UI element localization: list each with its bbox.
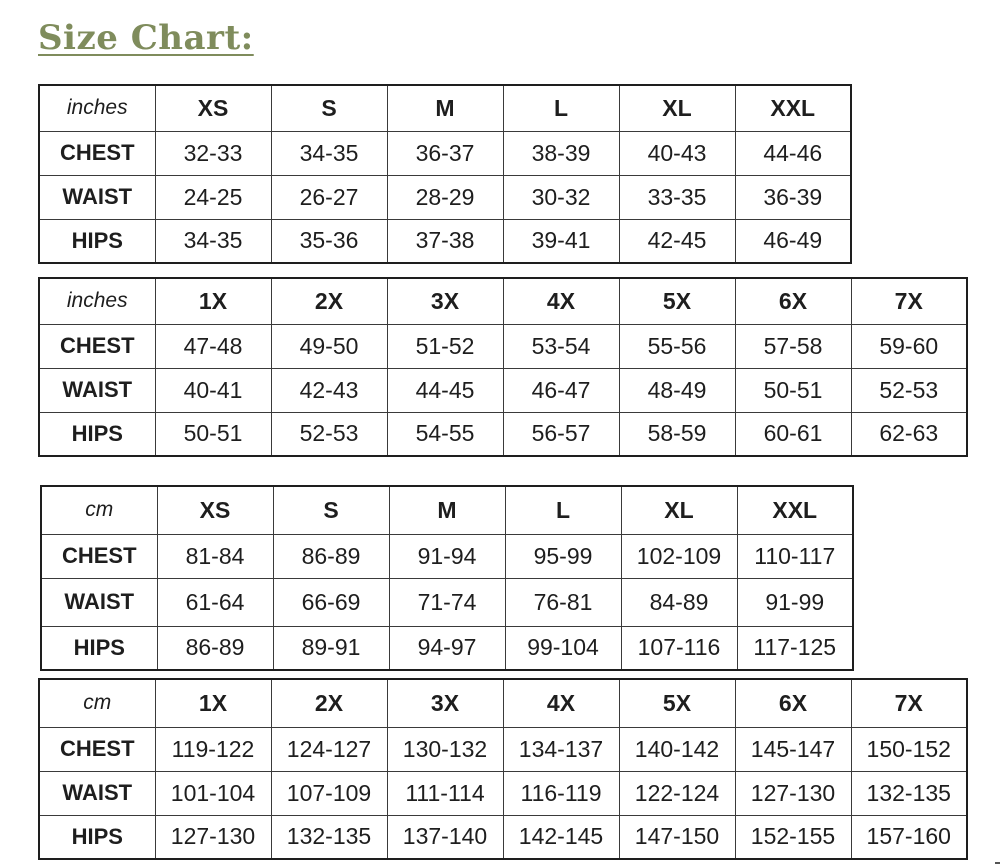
measurement-label: HIPS: [39, 219, 155, 263]
table-row: [41, 578, 853, 626]
size-value: 37-38: [387, 219, 503, 263]
size-value: 40-41: [155, 368, 271, 412]
size-header: L: [503, 85, 619, 131]
size-value: 26-27: [271, 175, 387, 219]
size-header: XL: [621, 486, 737, 534]
size-value: 66-69: [273, 578, 389, 626]
size-value: 95-99: [505, 534, 621, 578]
size-value: 49-50: [271, 324, 387, 368]
size-value: 36-37: [387, 131, 503, 175]
size-value: 48-49: [619, 368, 735, 412]
size-value: 150-152: [851, 727, 967, 771]
size-value: 46-49: [735, 219, 851, 263]
size-value: 122-124: [619, 771, 735, 815]
unit-label: inches: [39, 85, 155, 131]
size-value: 24-25: [155, 175, 271, 219]
size-value: 142-145: [503, 815, 619, 859]
size-value: 147-150: [619, 815, 735, 859]
size-value: 81-84: [157, 534, 273, 578]
size-header: 5X: [619, 679, 735, 727]
size-header: 4X: [503, 278, 619, 324]
table-row: [39, 815, 967, 859]
size-header: 6X: [735, 278, 851, 324]
measurement-label: HIPS: [41, 626, 157, 670]
size-header: XS: [157, 486, 273, 534]
table-row: [39, 324, 967, 368]
size-header: 3X: [387, 278, 503, 324]
size-value: 34-35: [271, 131, 387, 175]
size-header: 3X: [387, 679, 503, 727]
size-value: 140-142: [619, 727, 735, 771]
size-value: 116-119: [503, 771, 619, 815]
size-value: 36-39: [735, 175, 851, 219]
table-row: [39, 727, 967, 771]
size-header: 6X: [735, 679, 851, 727]
size-header: 2X: [271, 679, 387, 727]
size-header: 1X: [155, 679, 271, 727]
measurement-label: WAIST: [39, 368, 155, 412]
size-header: M: [387, 85, 503, 131]
size-value: 91-99: [737, 578, 853, 626]
size-value: 132-135: [271, 815, 387, 859]
table-row: [41, 626, 853, 670]
size-value: 107-116: [621, 626, 737, 670]
size-value: 38-39: [503, 131, 619, 175]
measurement-label: WAIST: [39, 175, 155, 219]
size-table-inches-standard: [38, 84, 852, 264]
size-header: XS: [155, 85, 271, 131]
size-value: 50-51: [735, 368, 851, 412]
size-value: 86-89: [157, 626, 273, 670]
size-header: XL: [619, 85, 735, 131]
measurement-label: HIPS: [39, 412, 155, 456]
table-row: [39, 412, 967, 456]
size-value: 46-47: [503, 368, 619, 412]
size-header: 7X: [851, 278, 967, 324]
size-value: 99-104: [505, 626, 621, 670]
size-value: 60-61: [735, 412, 851, 456]
table-row: [39, 131, 851, 175]
size-value: 137-140: [387, 815, 503, 859]
measurement-label: CHEST: [39, 324, 155, 368]
size-header: 4X: [503, 679, 619, 727]
size-value: 101-104: [155, 771, 271, 815]
size-value: 76-81: [505, 578, 621, 626]
size-value: 47-48: [155, 324, 271, 368]
size-value: 107-109: [271, 771, 387, 815]
table-header-row: [39, 278, 967, 324]
size-value: 55-56: [619, 324, 735, 368]
size-value: 53-54: [503, 324, 619, 368]
size-value: 59-60: [851, 324, 967, 368]
size-table-cm-plus: [38, 678, 968, 860]
size-header: L: [505, 486, 621, 534]
size-value: 42-45: [619, 219, 735, 263]
size-value: 157-160: [851, 815, 967, 859]
size-value: 44-45: [387, 368, 503, 412]
edge-mark: [995, 862, 1000, 864]
size-value: 35-36: [271, 219, 387, 263]
size-header: 5X: [619, 278, 735, 324]
measurement-label: CHEST: [39, 131, 155, 175]
size-value: 152-155: [735, 815, 851, 859]
size-table-inches-plus: [38, 277, 968, 457]
size-header: 7X: [851, 679, 967, 727]
measurement-label: CHEST: [41, 534, 157, 578]
table-row: [41, 534, 853, 578]
size-value: 110-117: [737, 534, 853, 578]
table-header-row: [39, 85, 851, 131]
size-value: 51-52: [387, 324, 503, 368]
size-value: 42-43: [271, 368, 387, 412]
size-value: 32-33: [155, 131, 271, 175]
size-value: 39-41: [503, 219, 619, 263]
size-value: 52-53: [271, 412, 387, 456]
size-header: 1X: [155, 278, 271, 324]
size-value: 94-97: [389, 626, 505, 670]
size-value: 28-29: [387, 175, 503, 219]
size-header: M: [389, 486, 505, 534]
size-value: 132-135: [851, 771, 967, 815]
table-row: [39, 368, 967, 412]
size-header: S: [273, 486, 389, 534]
size-value: 91-94: [389, 534, 505, 578]
size-value: 124-127: [271, 727, 387, 771]
size-header: S: [271, 85, 387, 131]
page-title: Size Chart:: [38, 18, 254, 58]
table-row: [39, 771, 967, 815]
size-value: 127-130: [155, 815, 271, 859]
size-value: 34-35: [155, 219, 271, 263]
size-value: 145-147: [735, 727, 851, 771]
size-value: 134-137: [503, 727, 619, 771]
size-header: XXL: [735, 85, 851, 131]
size-value: 40-43: [619, 131, 735, 175]
size-value: 117-125: [737, 626, 853, 670]
size-value: 127-130: [735, 771, 851, 815]
size-header: XXL: [737, 486, 853, 534]
unit-label: cm: [41, 486, 157, 534]
size-header: 2X: [271, 278, 387, 324]
measurement-label: HIPS: [39, 815, 155, 859]
size-value: 119-122: [155, 727, 271, 771]
size-value: 50-51: [155, 412, 271, 456]
size-value: 102-109: [621, 534, 737, 578]
size-value: 33-35: [619, 175, 735, 219]
table-row: [39, 175, 851, 219]
size-value: 58-59: [619, 412, 735, 456]
size-value: 130-132: [387, 727, 503, 771]
size-value: 86-89: [273, 534, 389, 578]
size-value: 89-91: [273, 626, 389, 670]
size-value: 57-58: [735, 324, 851, 368]
size-value: 54-55: [387, 412, 503, 456]
table-header-row: [41, 486, 853, 534]
size-value: 30-32: [503, 175, 619, 219]
table-header-row: [39, 679, 967, 727]
unit-label: cm: [39, 679, 155, 727]
size-value: 84-89: [621, 578, 737, 626]
measurement-label: CHEST: [39, 727, 155, 771]
size-value: 111-114: [387, 771, 503, 815]
size-value: 61-64: [157, 578, 273, 626]
table-row: [39, 219, 851, 263]
size-value: 62-63: [851, 412, 967, 456]
size-table-cm-standard: [40, 485, 854, 671]
size-value: 52-53: [851, 368, 967, 412]
size-value: 56-57: [503, 412, 619, 456]
unit-label: inches: [39, 278, 155, 324]
size-value: 44-46: [735, 131, 851, 175]
measurement-label: WAIST: [41, 578, 157, 626]
size-value: 71-74: [389, 578, 505, 626]
measurement-label: WAIST: [39, 771, 155, 815]
